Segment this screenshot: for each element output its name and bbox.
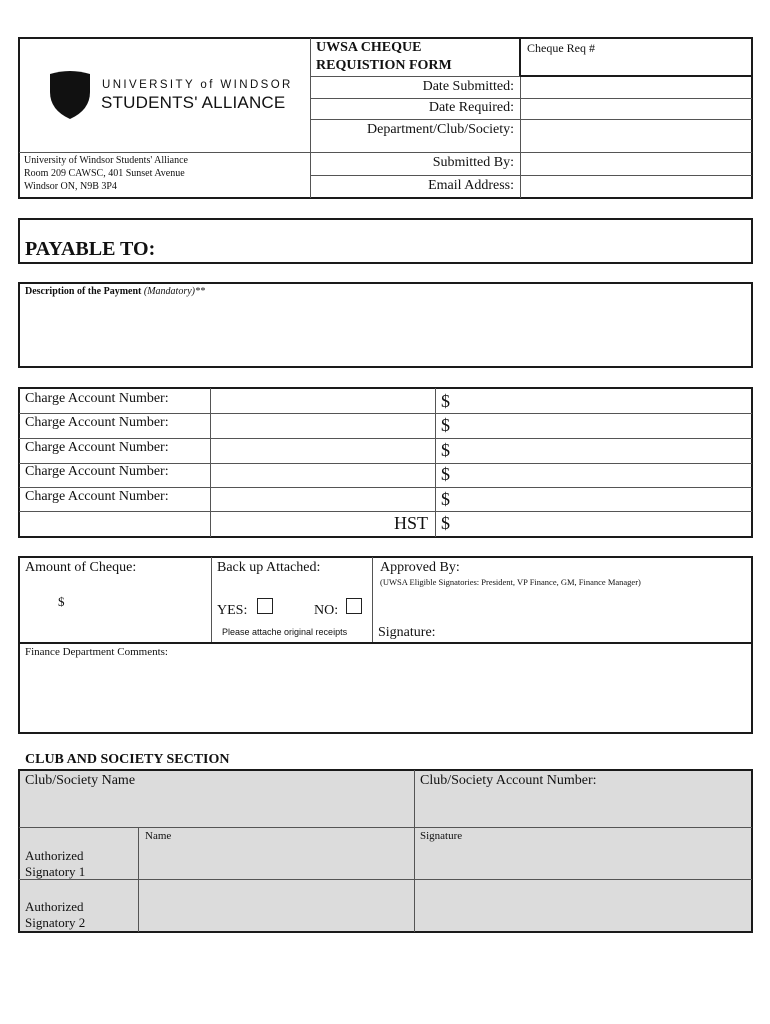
email-address-field[interactable]	[521, 176, 751, 197]
club-account-label: Club/Society Account Number:	[420, 773, 597, 788]
description-label-text: Description of the Payment	[25, 286, 142, 297]
hst-dollar: $	[441, 513, 450, 533]
cheque-req-label: Cheque Req #	[527, 41, 595, 55]
signatory1-name-field[interactable]	[140, 844, 412, 877]
signatory1-label-a: Authorized	[25, 848, 84, 863]
submitted-by-label: Submitted By:	[432, 155, 514, 170]
name-column-label: Name	[145, 830, 172, 842]
charge-account-field-4[interactable]	[211, 464, 434, 486]
charge-amount-dollar-3: $	[441, 440, 450, 460]
logo-line2: STUDENTS' ALLIANCE	[101, 93, 286, 112]
charge-amount-dollar-2: $	[441, 415, 450, 435]
charge-account-label-4: Charge Account Number:	[25, 464, 169, 479]
club-name-field[interactable]	[20, 792, 412, 825]
address-line-2: Room 209 CAWSC, 401 Sunset Avenue	[24, 168, 185, 179]
charge-account-label-1: Charge Account Number:	[25, 391, 169, 406]
cheque-req-field[interactable]	[521, 56, 751, 74]
uwsa-logo	[48, 70, 293, 122]
backup-no-checkbox[interactable]	[346, 598, 362, 614]
date-submitted-label: Date Submitted:	[422, 79, 514, 94]
header-divider	[310, 38, 311, 198]
department-label: Department/Club/Society:	[367, 122, 514, 137]
description-mandatory: (Mandatory)**	[143, 286, 205, 297]
email-address-label: Email Address:	[428, 178, 514, 193]
logo-line1: UNIVERSITY of WINDSOR	[102, 79, 293, 91]
signatory2-name-field[interactable]	[140, 881, 412, 931]
charge-amount-dollar-5: $	[441, 489, 450, 509]
date-required-label: Date Required:	[428, 100, 514, 115]
club-name-label: Club/Society Name	[25, 773, 136, 788]
form-title-line2: REQUISTION FORM	[316, 58, 452, 73]
signatory1-signature-field[interactable]	[416, 844, 750, 877]
address-line-3: Windsor ON, N9B 3P4	[24, 181, 117, 192]
charge-account-field-1[interactable]	[211, 389, 434, 412]
club-section-title: CLUB AND SOCIETY SECTION	[25, 752, 230, 767]
backup-no-label: NO:	[314, 603, 339, 618]
charge-account-field-5[interactable]	[211, 488, 434, 510]
approved-by-label: Approved By:	[380, 560, 460, 575]
date-submitted-field[interactable]	[521, 77, 751, 97]
charge-account-label-3: Charge Account Number:	[25, 440, 169, 455]
amount-of-cheque-label: Amount of Cheque:	[25, 560, 137, 575]
department-field[interactable]	[521, 120, 751, 151]
amount-of-cheque-field[interactable]	[70, 590, 205, 612]
signatory2-signature-field[interactable]	[416, 881, 750, 931]
description-label	[25, 286, 205, 297]
approved-by-field[interactable]	[375, 590, 750, 620]
form-title-line1: UWSA CHEQUE	[316, 40, 422, 55]
signature-label: Signature:	[378, 625, 436, 640]
signature-column-label: Signature	[420, 830, 463, 842]
shield-icon	[48, 70, 92, 120]
signatory2-label-b: Signatory 2	[25, 915, 86, 930]
club-account-field[interactable]	[416, 792, 750, 825]
charge-amount-dollar-1: $	[441, 391, 450, 411]
signatory2-label-a: Authorized	[25, 899, 84, 914]
signatory1-label-b: Signatory 1	[25, 864, 86, 879]
charge-account-field-3[interactable]	[211, 439, 434, 462]
backup-attached-label: Back up Attached:	[217, 560, 321, 575]
charge-account-label-5: Charge Account Number:	[25, 489, 169, 504]
charge-amount-dollar-4: $	[441, 464, 450, 484]
finance-comments-label: Finance Department Comments:	[25, 646, 168, 658]
backup-yes-checkbox[interactable]	[257, 598, 273, 614]
hst-label: HST	[393, 513, 428, 533]
address-line-1: University of Windsor Students' Alliance	[24, 155, 188, 166]
backup-yes-label: YES:	[217, 603, 248, 618]
charge-account-label-2: Charge Account Number:	[25, 415, 169, 430]
receipts-note: Please attache original receipts	[222, 627, 348, 637]
finance-comments-field[interactable]	[20, 660, 750, 731]
amount-of-cheque-dollar: $	[58, 594, 65, 609]
submitted-by-field[interactable]	[521, 153, 751, 174]
charge-account-field-2[interactable]	[211, 414, 434, 437]
date-required-field[interactable]	[521, 99, 751, 118]
payable-to-label: PAYABLE TO:	[25, 238, 156, 260]
signatories-note: (UWSA Eligible Signatories: President, VP Finance, GM, Finance Manager)	[380, 577, 641, 587]
